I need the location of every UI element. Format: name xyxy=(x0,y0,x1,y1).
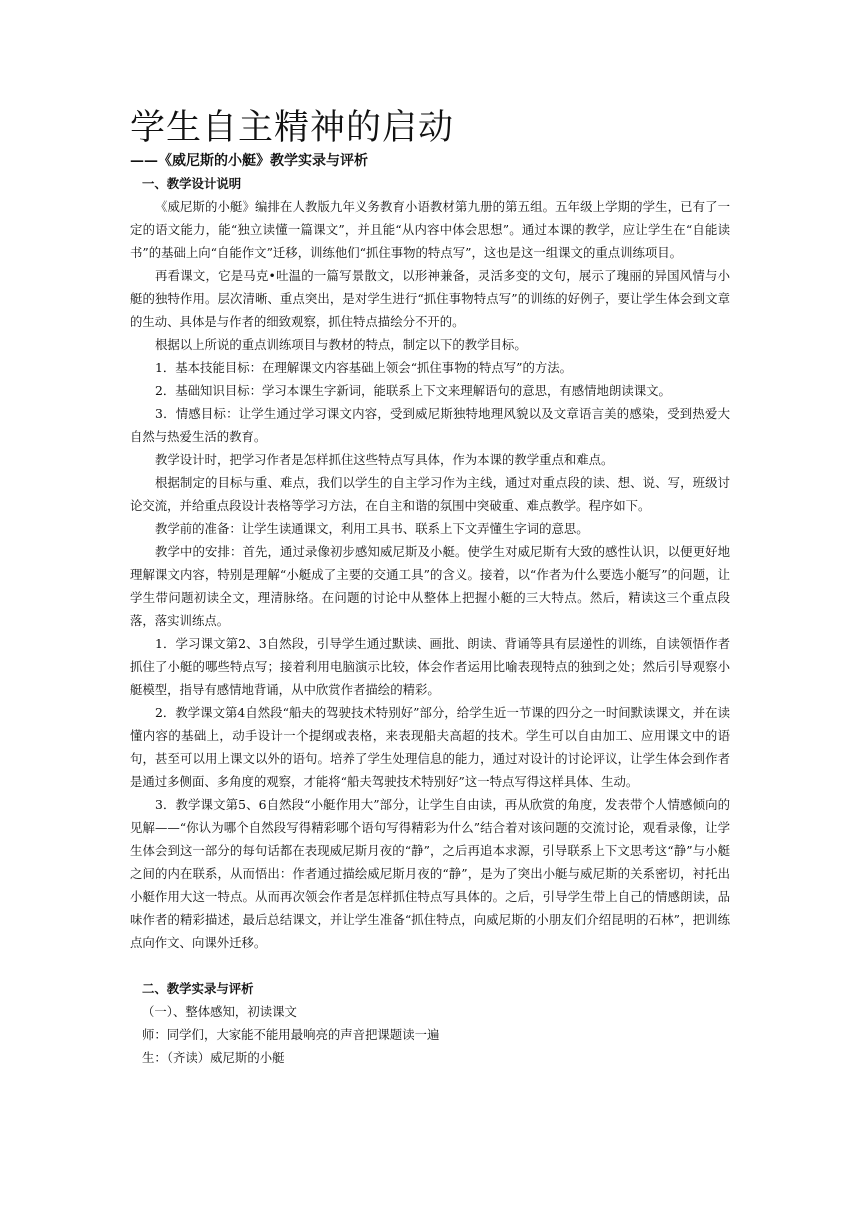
procedure-item: 1．学习课文第2、3自然段，引导学生通过默读、画批、朗读、背诵等具有层递性的训练，自读领悟作者抓住了小艇的哪些特点写；接着利用电脑演示比较，体会作者运用比喻表现特点的独到之处；然后引导观察小艇模型，指导有感情地背诵，从中欣赏作者描绘的精彩。 xyxy=(130,636,730,697)
body-paragraph: 教学前的准备：让学生读通课文，利用工具书、联系上下文弄懂生字词的意思。 xyxy=(155,521,589,536)
body-paragraph: 教学中的安排：首先，通过录像初步感知威尼斯及小艇。使学生对威尼斯有大致的感性认识，以便更好地理解课文内容，特别是理解“小艇成了主要的交通工具”的含义。接着，以“作者为什么要选小艇写”的问题，让学生带问题初读全文，理清脉络。在问题的讨论中从整体上把握小艇的三大特点。然后，精读这三个重点段落，落实训练点。 xyxy=(130,544,730,628)
body-paragraph: 根据制定的目标与重、难点，我们以学生的自主学习作为主线，通过对重点段的读、想、说、写，班级讨论交流，并给重点段设计表格等学习方法，在自主和谐的氛围中突破重、难点教学。程序如下。 xyxy=(130,475,730,513)
paragraph-spacer xyxy=(130,954,730,977)
body-paragraph: 《威尼斯的小艇》编排在人教版九年义务教育小语教材第九册的第五组。五年级上学期的学生，已有了一定的语文能力，能“独立读懂一篇课文”，并且能“从内容中体会思想”。通过本课的教学，应让学生在“自能读书”的基础上向“自能作文”迁移，训练他们“抓住事物的特点写”，这也是这一组课文的重点训练项目。 xyxy=(130,199,730,260)
section-heading: 二、教学实录与评析 xyxy=(142,981,254,996)
objective-item: 1．基本技能目标：在理解课文内容基础上领会“抓住事物的特点写”的方法。 xyxy=(155,360,573,375)
transcript-line: 生：（齐读）威尼斯的小艇 xyxy=(142,1050,285,1065)
transcript-line: （一）、整体感知，初读课文 xyxy=(142,1004,297,1019)
page-title: 学生自主精神的启动 xyxy=(130,108,455,148)
body-paragraph: 教学设计时，把学习作者是怎样抓住这些特点写具体，作为本课的教学重点和难点。 xyxy=(155,452,614,467)
body-paragraph: 根据以上所说的重点训练项目与教材的特点，制定以下的教学目标。 xyxy=(155,337,527,352)
section-heading: 一、教学设计说明 xyxy=(142,176,242,191)
transcript-line: 师：同学们，大家能不能用最响亮的声音把课题读一遍 xyxy=(142,1027,440,1042)
objective-item: 3．情感目标：让学生通过学习课文内容，受到威尼斯独特地理风貌以及文章语言美的感染，受到热爱大自然与热爱生活的教育。 xyxy=(130,406,730,444)
page-subtitle: ——《威尼斯的小艇》教学实录与评析 xyxy=(130,153,368,169)
procedure-item: 2．教学课文第4自然段“船夫的驾驶技术特别好”部分，给学生近一节课的四分之一时间默读课文，并在读懂内容的基础上，动手设计一个提纲或表格，来表现船夫高超的技术。学生可以自由加工、应用课文中的语句，甚至可以用上课文以外的语句。培养了学生处理信息的能力，通过对设计的讨论评议，让学生体会到作者是通过多侧面、多角度的观察，才能将“船夫驾驶技术特别好”这一特点写得这样具体、生动。 xyxy=(130,705,730,789)
procedure-item: 3．教学课文第5、6自然段“小艇作用大”部分，让学生自由读，再从欣赏的角度，发表带个人情感倾向的见解——“你认为哪个自然段写得精彩哪个语句写得精彩为什么”结合着对该问题的交流讨论，观看录像，让学生体会到这一部分的每句话都在表现威尼斯月夜的“静”，之后再追本求源，引导联系上下文思考这“静”与小艇之间的内在联系，从而悟出：作者通过描绘威尼斯月夜的“静”，是为了突出小艇与威尼斯的关系密切，衬托出小艇作用大这一特点。从而再次领会作者是怎样抓住特点写具体的。之后，引导学生带上自己的情感朗读，品味作者的精彩描述，最后总结课文，并让学生准备“抓住特点，向威尼斯的小朋友们介绍昆明的石林”，把训练点向作文、向课外迁移。 xyxy=(130,797,730,950)
objective-item: 2．基础知识目标：学习本课生字新词，能联系上下文来理解语句的意思，有感情地朗读课文。 xyxy=(155,383,671,398)
body-paragraph: 再看课文，它是马克•吐温的一篇写景散文，以形神兼备，灵活多变的文句，展示了瑰丽的异国风情与小艇的独特作用。层次清晰、重点突出，是对学生进行“抓住事物特点写”的训练的好例子，要让学生体会到文章的生动、具体是与作者的细致观察，抓住特点描绘分不开的。 xyxy=(130,268,730,329)
document-body xyxy=(130,172,730,1069)
